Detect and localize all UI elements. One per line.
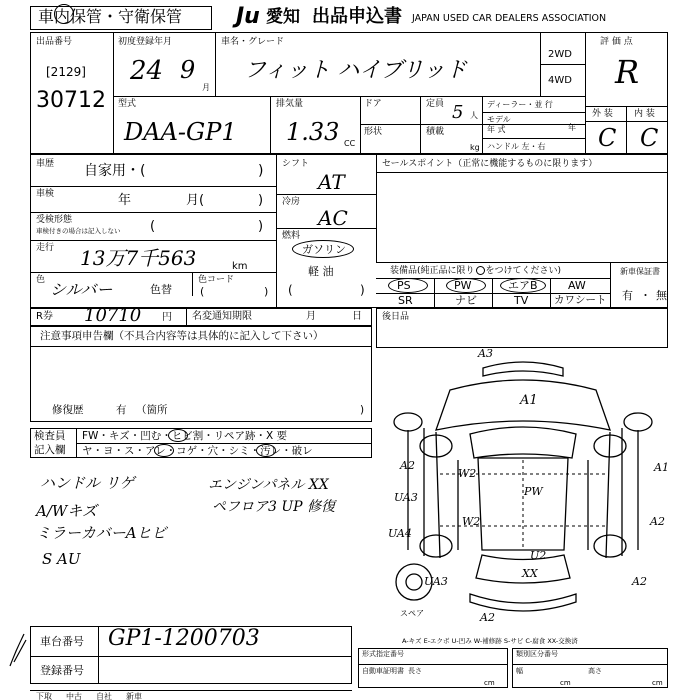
handle-label: ハンドル 左・右 [487,142,546,151]
divider [270,96,271,154]
doors-label: ドア [364,99,382,109]
car-name-value: フィット ハイブリッド [244,58,467,83]
divider [610,262,611,308]
sales-point-label: セールスポイント（正常に機能するものに限ります） [382,159,598,169]
divider [30,272,276,273]
color-code-open: ( [200,285,205,298]
length-unit: cm [484,679,495,687]
divider [626,106,627,154]
divider [482,138,585,139]
logo-text: 愛知 [266,7,300,27]
inspection-label: 車検 [36,189,55,199]
warranty-sep: ・ [640,289,651,302]
equip-ps: PS [397,279,411,292]
model-label: 型式 [118,99,137,109]
lot-sub-number: [2129] [46,65,86,79]
damage-mark: A2 [400,459,415,472]
height-unit: cm [652,679,663,687]
divider [113,32,114,154]
note-line: A/Wキズ [36,502,98,520]
damage-mark: A2 [650,515,665,528]
form-number-label: 形式指定番号 [362,650,404,658]
divider [30,656,352,657]
inspection-month-unit: 月( [186,193,205,208]
equipment-label-text2: をつけてください) [485,266,562,276]
divider [192,272,193,296]
title-circle-mark [54,4,74,24]
capacity-value: 5 [452,102,464,123]
registration-year: 24 [130,56,164,86]
inspector-circle [256,444,276,457]
divider [30,240,276,241]
drive-4wd: 4WD [548,75,572,86]
shift-value: AT [318,170,345,194]
dealer-label: ディーラー・並 行 [487,100,553,109]
acceptance-sub-label: 車検付きの場合は記入しない [36,227,121,235]
divider [98,626,99,684]
circle-sample-icon [476,266,485,275]
bottom-cut-item: 中古 [66,692,82,700]
divider [420,96,421,154]
class-number-label: 類別区分番号 [516,650,558,658]
exterior-label: 外 装 [592,109,613,119]
divider [276,154,277,308]
divider [540,64,585,65]
ju-logo: Ju [236,4,260,29]
color-code-label: 色コード [198,275,235,285]
car-damage-diagram [378,347,668,630]
equip-pw: PW [454,279,472,292]
mileage-value: 13万7千563 [80,246,197,270]
divider [30,346,372,347]
repair-label: 修復歴 [52,404,84,416]
inspector-circle [168,429,188,442]
pen-stroke [6,630,30,670]
note-line: エンジンパネル XX [208,477,329,493]
bottom-cut-item: 新車 [126,692,142,700]
recycle-label: R券 [36,311,53,322]
divider [30,212,276,213]
bottom-cut-item: 自社 [96,692,112,700]
damage-mark: UA3 [394,491,418,504]
interior-grade: C [640,124,659,152]
grade-label: 評 価 点 [600,37,633,47]
model-year-label: モデル [487,115,511,124]
registration-month: 9 [180,56,196,84]
year-unit: 年 [568,123,576,132]
inspector-label1: 検査員 [34,430,66,442]
notice-label: 名変通知期限 [192,311,252,322]
ac-label: 冷房 [282,197,301,207]
notes-label: 注意事項申告欄（不具合内容等は具体的に記入して下さい） [40,330,324,342]
acceptance-label: 受検形態 [36,215,73,225]
notice-day: 日 [352,311,362,322]
title-box-text: 車内保管・守衛保管 [38,7,183,26]
fuel-diesel: 軽 油 [308,265,334,278]
shift-label: シフト [282,159,310,169]
displacement-unit: CC [344,139,356,148]
fuel-open: ( [288,283,293,297]
english-title: JAPAN USED CAR DEALERS ASSOCIATION [412,13,607,24]
exterior-grade: C [598,124,617,152]
divider [376,154,377,262]
divider [358,664,508,665]
warranty-no: 無 [656,289,667,302]
damage-mark: A2 [632,575,647,588]
equipment-label [390,266,561,276]
repair-close: ) [360,404,365,416]
model-value: DAA-GP1 [124,118,237,146]
model-year-label2: 年 式 [487,125,506,134]
inspection-year-unit: 年 [118,193,132,208]
note-line: ペフロア3 UP 修復 [212,499,336,515]
reg-number-label: 登録番号 [40,664,84,677]
divider [360,96,361,154]
capacity-unit: 人 [470,111,478,120]
damage-mark: PW [524,485,543,498]
equip-aw: AW [568,279,586,292]
divider [585,32,586,154]
fuel-close: ) [360,283,365,297]
damage-mark: U2 [530,549,547,562]
damage-mark: UA3 [424,575,448,588]
registration-label: 初度登録年月 [118,37,173,47]
history-close: ) [258,163,264,179]
repair-value: 有 [116,404,127,416]
divider [492,278,493,308]
load-unit: kg [470,143,480,152]
note-line: ハンドル リゲ [40,474,135,492]
ac-value: AC [318,206,348,230]
note-line: ミラーカバーAヒビ [36,524,167,542]
color-value: シルバー [50,280,113,299]
divider [186,308,187,326]
acceptance-open: ( [150,219,156,234]
displacement-value: 1.33 [286,118,340,146]
equip-leather: カワシート [554,294,607,306]
color-code-close: ) [264,285,269,298]
damage-mark: A2 [480,611,495,624]
height-label: 高さ [588,667,602,675]
after-day-label: 後日品 [382,312,410,322]
length-label: 長さ [408,667,422,675]
color-change-label: 色替 [150,283,172,296]
history-label: 車歴 [36,159,55,169]
damage-mark: UA4 [388,527,412,540]
bottom-cut-item: 下取 [36,692,52,700]
chassis-label: 車台番号 [40,635,84,648]
inspector-label2: 記入欄 [34,444,66,456]
acceptance-close: ) [258,219,264,234]
divider [276,194,376,195]
divider [215,32,216,96]
divider [76,443,372,444]
mileage-label: 走行 [36,243,55,253]
lot-number: 30712 [36,88,106,113]
history-value: 自家用・( [84,163,146,179]
repair-place: （箇所 [136,404,168,416]
cert-label: 自動車証明書 [362,667,404,675]
interior-label: 内 装 [634,109,655,119]
divider [482,96,483,154]
equip-airbag: エアB [508,279,538,292]
equipment-label-text: 装備品(純正品に限り [390,266,475,276]
after-day-frame [376,308,668,348]
registration-month-unit: 月 [202,83,210,92]
fuel-gasoline: ガソリン [302,243,346,256]
recycle-value: 10710 [84,305,142,326]
divider [482,112,585,113]
divider [376,172,668,173]
divider [512,664,668,665]
notice-month: 月 [306,311,316,322]
width-unit: cm [560,679,571,687]
capacity-label: 定員 [426,99,445,109]
damage-mark: A1 [654,461,669,474]
grade-score: R [615,53,640,91]
note-line: S AU [42,550,81,568]
form-main-title: 出品申込書 [312,6,402,27]
mileage-unit: km [232,261,248,272]
divider [276,228,376,229]
damage-mark: A3 [478,347,493,360]
divider [30,186,276,187]
divider [376,262,668,263]
equip-sr: SR [398,294,413,307]
damage-mark: A1 [520,393,538,408]
lot-number-label: 出品番号 [36,37,73,47]
color-label: 色 [36,275,46,285]
divider [360,124,585,125]
damage-legend: A-キズ E-エクボ U-凹み W-補修跡 S-サビ C-腐食 XX-交換済 [402,637,578,645]
equip-navi: ナビ [455,294,477,307]
divider [113,96,585,97]
shape-label: 形状 [364,127,383,137]
car-name-label: 車名・グレード [221,37,285,47]
divider [585,121,668,122]
spare-label: スペア [400,609,424,618]
fuel-label: 燃料 [282,231,301,241]
inspector-circle [154,444,174,457]
recycle-unit: 円 [162,312,172,323]
damage-mark: XX [522,567,538,580]
drive-2wd: 2WD [548,49,572,60]
warranty-label: 新車保証書 [620,267,660,276]
equip-tv: TV [514,294,529,307]
inspector-row1: FW・キズ・凹む・ヒビ割・リペア跡・X 要 [82,430,288,442]
damage-mark: W2 [458,467,477,480]
bottom-strip [30,690,352,691]
inspector-row2: ヤ・ヨ・ス・アレ・コゲ・穴・シミ・汚レ・破レ [82,445,313,457]
damage-mark: W2 [462,515,481,528]
divider [434,278,435,308]
chassis-value: GP1-1200703 [108,626,260,651]
warranty-yes: 有 [622,289,633,302]
width-label: 幅 [516,667,523,675]
displacement-label: 排気量 [276,99,304,109]
load-label: 積載 [426,127,445,137]
divider [550,278,551,308]
inspection-close: ) [258,193,264,208]
